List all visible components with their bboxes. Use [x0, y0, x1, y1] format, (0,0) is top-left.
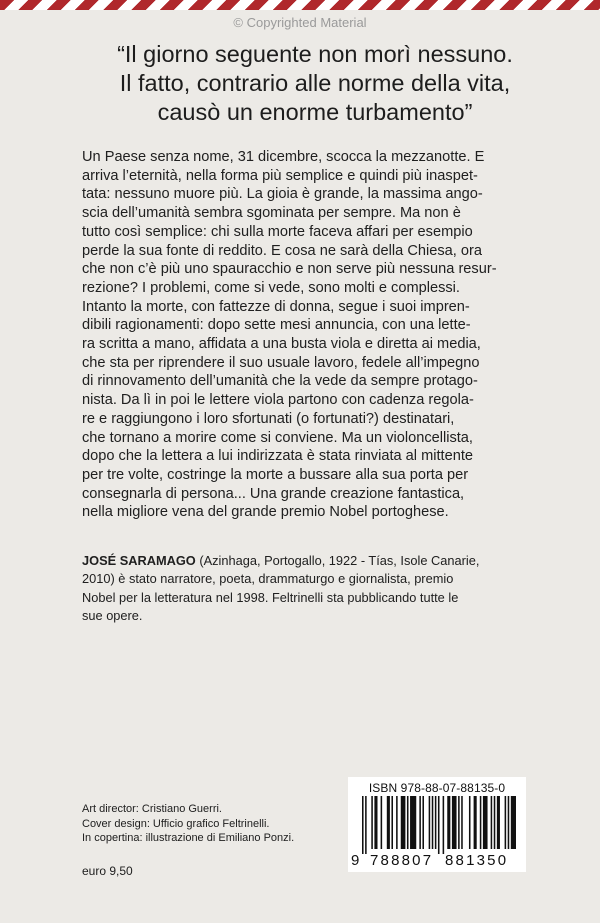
barcode-bar [494, 796, 496, 849]
barcode-bar [443, 796, 445, 854]
author-bio [82, 552, 527, 626]
barcode-bar [505, 796, 507, 849]
barcode-bar [474, 796, 477, 849]
quote-line: causò un enorme turbamento” [157, 99, 473, 125]
credit-line: Cover design: Ufficio grafico Feltrinelli. [82, 817, 270, 830]
barcode-bar [401, 796, 406, 849]
credit-line: In copertina: illustrazione di Emiliano Ponzi. [82, 832, 295, 845]
barcode-bars [360, 796, 516, 854]
barcode-bar [362, 796, 364, 854]
pull-quote [70, 40, 560, 127]
top-stripe-border [0, 0, 600, 10]
credit-line: Art director: Cristiano Guerri. [82, 803, 222, 815]
isbn-barcode [348, 777, 526, 872]
synopsis-line: tutto così semplice: chi sulla morte faceva affari per esempio [82, 223, 473, 240]
barcode-bar [365, 796, 367, 854]
quote-line: “Il giorno seguente non morì nessuno. [117, 41, 513, 67]
barcode-bar [435, 796, 437, 849]
synopsis-line: nista. Da lì in poi le lettere viola partono con cadenza regola- [82, 392, 474, 409]
synopsis-line: Un Paese senza nome, 31 dicembre, scocca la mezzanotte. E [82, 149, 485, 165]
synopsis-line: tata: nessuno muore più. La gioia è grande, la massima ango- [82, 186, 483, 203]
barcode-bar [452, 796, 457, 849]
isbn-label: ISBN 978-88-07-88135-0 [368, 781, 506, 795]
barcode-digits-left: 788807 [370, 852, 434, 869]
author-name: JOSÉ SARAMAGO [82, 553, 196, 568]
synopsis-line: dopo che la lettera a lui indirizzata è stata rinviata al mittente [82, 448, 474, 465]
synopsis-line: per tre volte, costringe la morte a bussare alla sua porta per [82, 466, 469, 483]
synopsis-line: che sta per riprendere il suo usuale lavoro, fedele all’impegno [82, 354, 480, 371]
barcode-bar [429, 796, 431, 849]
bio-line [82, 552, 527, 570]
synopsis-line: scia dell’umanità sembra sgominata per sempre. Ma non è [82, 205, 461, 222]
price-label: euro 9,50 [82, 864, 133, 878]
barcode-bar [458, 796, 460, 849]
barcode-bar [407, 796, 409, 849]
synopsis-line: arriva l’eternità, nella forma più semplice e quindi più inaspet- [82, 167, 478, 184]
barcode-bar [469, 796, 471, 849]
synopsis-line: ra scritta a mano, affidata a una busta viola e diretta ai media, [82, 336, 481, 353]
synopsis-line: che tornano a morire come si conviene. Ma un violoncellista, [82, 429, 473, 446]
barcode-bar [480, 796, 482, 849]
barcode-bar [391, 796, 393, 849]
synopsis-line: di rinnovamento dell’umanità che la vede da sempre protago- [82, 373, 478, 390]
barcode-bar [422, 796, 424, 849]
barcode-bar [491, 796, 493, 849]
synopsis-line: nella migliore vena del grande premio Nobel portoghese. [82, 504, 449, 521]
barcode-bar [381, 796, 383, 849]
synopsis-text [82, 148, 525, 522]
synopsis-line: dibili ragionamenti: dopo sette mesi annuncia, con una lette- [82, 317, 471, 334]
barcode-bar [396, 796, 398, 849]
synopsis-line: re e raggiungono i loro sfortunati (o fortunati?) destinatari, [82, 410, 455, 427]
synopsis-line: Intanto la morte, con fattezze di donna, segue i suoi impren- [82, 298, 470, 315]
barcode-bar [374, 796, 377, 849]
barcode-bar [371, 796, 373, 849]
barcode-bar [387, 796, 390, 849]
barcode-digits-right: 881350 [445, 852, 509, 869]
synopsis-line: consegnarla di persona... Una grande creazione fantastica, [82, 485, 465, 502]
cover-credits [82, 802, 294, 846]
barcode-bar [497, 796, 500, 849]
barcode-bar [447, 796, 450, 849]
bio-line: sue opere. [82, 608, 143, 624]
barcode-bar [483, 796, 488, 849]
barcode-bar [432, 796, 434, 849]
bio-line: Nobel per la letteratura nel 1998. Feltrinelli sta pubblicando tutte le [82, 589, 459, 605]
bio-line: 2010) è stato narratore, poeta, drammaturgo e giornalista, premio [82, 571, 454, 587]
barcode-bar [461, 796, 463, 849]
copyright-watermark: © Copyrighted Material [233, 15, 367, 30]
synopsis-line: perde la sua fonte di reddito. E cosa ne sarà della Chiesa, ora [82, 242, 482, 259]
bio-line-rest: (Azinhaga, Portogallo, 1922 - Tías, Isole Canarie, [195, 553, 480, 568]
barcode-bar [511, 796, 516, 849]
barcode-bar [438, 796, 440, 854]
barcode-bar [410, 796, 416, 849]
barcode-digit-first: 9 [351, 852, 360, 869]
quote-line: Il fatto, contrario alle norme della vita, [119, 70, 511, 96]
barcode-bar [419, 796, 421, 849]
barcode-bar [508, 796, 510, 849]
synopsis-line: rezione? I problemi, come si vede, sono molti e complessi. [82, 279, 460, 296]
synopsis-line: che non c’è più uno spauracchio e non serve più nessuna resur- [82, 261, 497, 278]
